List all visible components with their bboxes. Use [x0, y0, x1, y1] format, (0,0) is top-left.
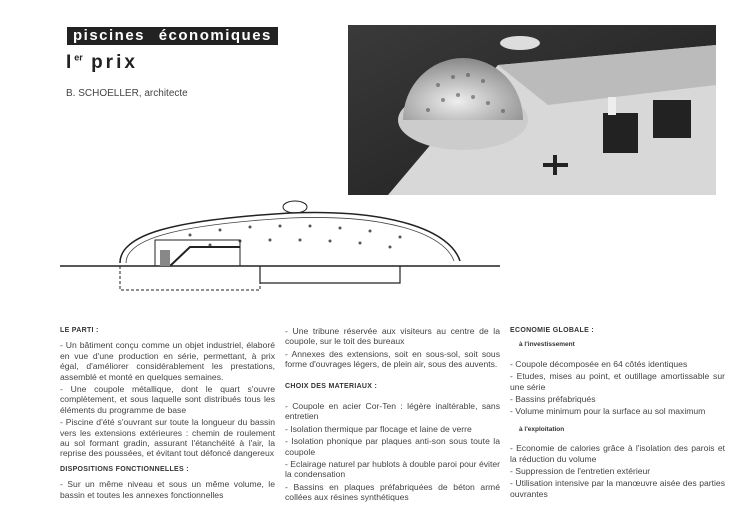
paragraph: - Eclairage naturel par hublots à double paroi pour éviter la condensation [285, 459, 500, 480]
paragraph: - Economie de calories grâce à l'isolation des parois et la réduction du volume [510, 443, 725, 464]
column-economie [510, 326, 725, 501]
paragraph: - Une tribune réservée aux visiteurs au centre de la coupole, sur le toit des bureaux [285, 326, 500, 347]
heading-parti: LE PARTI : [60, 327, 99, 334]
section-banner: piscines économiques [67, 27, 278, 45]
subheading-investissement: à l'investissement [519, 341, 575, 349]
column-parti [60, 326, 275, 502]
paragraph: - Isolation phonique par plaques anti-son sous toute la coupole [285, 436, 500, 457]
model-photo [348, 25, 716, 195]
heading-materiaux: CHOIX DES MATERIAUX : [285, 382, 378, 390]
paragraph: - Volume minimum pour la surface au sol maximum [510, 406, 706, 417]
paragraph: - Une coupole métallique, dont le quart s'ouvre complètement, et sous laquelle sont distribués tous les éléments du programme de base [60, 384, 275, 415]
paragraph: - Utilisation intensive par la manœuvre aisée des parties ouvrantes [510, 478, 725, 499]
architect-credit: B. SCHOELLER, architecte [66, 88, 188, 99]
paragraph: - Bassins préfabriqués [510, 394, 596, 405]
column-materiaux [285, 326, 500, 505]
paragraph: - Etudes, mises au point, et outillage amortissable sur une série [510, 371, 725, 392]
paragraph: - Coupole en acier Cor-Ten : légère inaltérable, sans entretien [285, 401, 500, 422]
paragraph: - Isolation thermique par flocage et laine de verre [285, 423, 472, 434]
paragraph: - Un bâtiment conçu comme un objet industriel, élaboré en vue d'une production en série, permettant, à prix égal, d'améliorer considérablement les prestations, assemblé et monté en quelques semaines. [60, 340, 275, 382]
paragraph: - Coupole décomposée en 64 côtés identiques [510, 358, 688, 369]
paragraph: - Piscine d'été s'ouvrant sur toute la longueur du bassin vers les extensions extérieures : chemin de roulement au sol formant gradin, assurant l'étanchéité à l'air, la reprise des poussées, et évitant tout défoncé dangereux [60, 417, 275, 459]
heading-dispositions: DISPOSITIONS FONCTIONNELLES : [60, 465, 189, 473]
subheading-exploitation: à l'exploitation [519, 425, 565, 433]
heading-economie: ECONOMIE GLOBALE : [510, 327, 594, 334]
cross-section-drawing [60, 195, 500, 305]
paragraph: - Annexes des extensions, soit en sous-sol, soit sous forme d'ouvrages légers, de plein air, sous des auvents. [285, 348, 500, 370]
prize-number: I [66, 52, 75, 73]
paragraph: - Bassins en plaques préfabriquées de béton armé collées aux résines synthétiques [285, 481, 500, 503]
paragraph: - Sur un même niveau et sous un même volume, le bassin et toutes les annexes fonctionnelles [60, 479, 275, 500]
paragraph: - Suppression de l'entretien extérieur [510, 466, 651, 477]
prize-title [66, 52, 138, 74]
prize-word: prix [91, 52, 138, 73]
prize-sup: er [74, 52, 83, 63]
